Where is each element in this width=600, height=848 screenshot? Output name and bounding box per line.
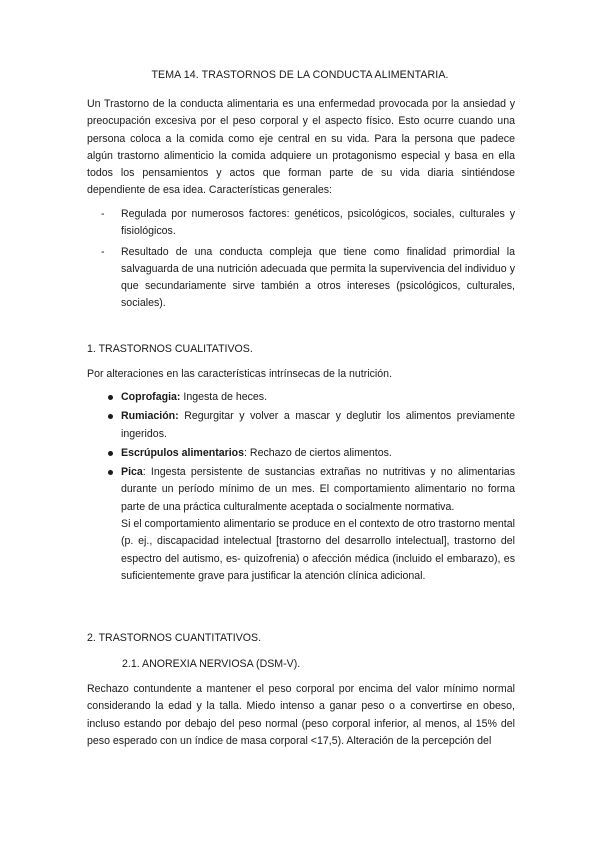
section-2-1-paragraph: Rechazo contundente a mantener el peso corporal por encima del valor mínimo normal considerando la edad y la talla. Miedo intenso a ganar peso o a convertirse en obeso, incluso estando por debajo del peso normal (peso corporal inferior, al menos, al 15% del peso esperado con un índice de masa corporal <17,5). Alteración de la percepción del	[87, 683, 515, 747]
list-item: Coprofagia: Ingesta de heces.	[87, 389, 515, 406]
qualitative-disorders-list	[87, 389, 515, 587]
dash-marker: -	[101, 208, 105, 220]
section-2-1-heading: 2.1. ANOREXIA NERVIOSA (DSM-V).	[122, 658, 301, 670]
intro-paragraph: Un Trastorno de la conducta alimentaria es una enfermedad provocada por la ansiedad y preocupación excesiva por el peso corporal y el aspecto físico. Esto ocurre cuando una persona coloca a la comida como eje central en su vida. Para la persona que padece algún trastorno alimenticio la comida adquiere un protagonismo especial y basa en ella todos los pensamientos y actos que forman parte de su vida diaria sintiéndose dependiente de esa idea. Características generales:	[87, 98, 515, 197]
list-item: - Resultado de una conducta compleja que tiene como finalidad primordial la salvaguarda de una nutrición adecuada que permita la supervivencia del individuo y que secundariamente sirve también a otros intereses (psicológicos, culturales, sociales).	[101, 245, 515, 310]
document-title: TEMA 14. TRASTORNOS DE LA CONDUCTA ALIMENTARIA.	[151, 69, 449, 81]
bullet-icon	[108, 451, 113, 456]
section-1-intro: Por alteraciones en las características intrínsecas de la nutrición.	[87, 368, 393, 380]
list-item: Escrúpulos alimentarios: Rechazo de ciertos alimentos.	[87, 445, 515, 462]
dash-marker: -	[101, 245, 105, 258]
list-item: Rumiación: Regurgitar y volver a mascar y deglutir los alimentos previamente ingeridos.	[87, 408, 515, 443]
bullet-icon	[108, 414, 113, 419]
pica-extra-paragraph: Si el comportamiento alimentario se produce en el contexto de otro trastorno mental (p. ej., discapacidad intelectual [trastorno del desarrollo intelectual], trastorno del espectro del autismo, es- quizofrenia) o afección médica (incluido el embarazo), es suficientemente grave para justificar la atención clínica adicional.	[121, 518, 515, 582]
section-1-heading: 1. TRASTORNOS CUALITATIVOS.	[87, 343, 253, 355]
section-2-heading: 2. TRASTORNOS CUANTITATIVOS.	[87, 632, 262, 644]
bullet-icon	[108, 470, 113, 475]
general-characteristics-list	[87, 206, 515, 316]
bullet-icon	[108, 395, 113, 400]
list-item: - Regulada por numerosos factores: genéticos, psicológicos, sociales, culturales y fisiológicos.	[101, 208, 515, 238]
list-item: Pica: Ingesta persistente de sustancias extrañas no nutritivas y no alimentarias durante un período mínimo de un mes. El comportamiento alimentario no forma parte de una práctica culturalmente aceptada o socialmente normativa. Si el comportamiento alimentario se produce en el contexto de otro trastorno mental (p. ej., discapacidad intelectual [trastorno del desarrollo intelectual], trastorno del espectro del autismo, es- quizofrenia) o afección médica (incluido el embarazo), es suficientemente grave para justificar la atención clínica adicional.	[87, 464, 515, 585]
